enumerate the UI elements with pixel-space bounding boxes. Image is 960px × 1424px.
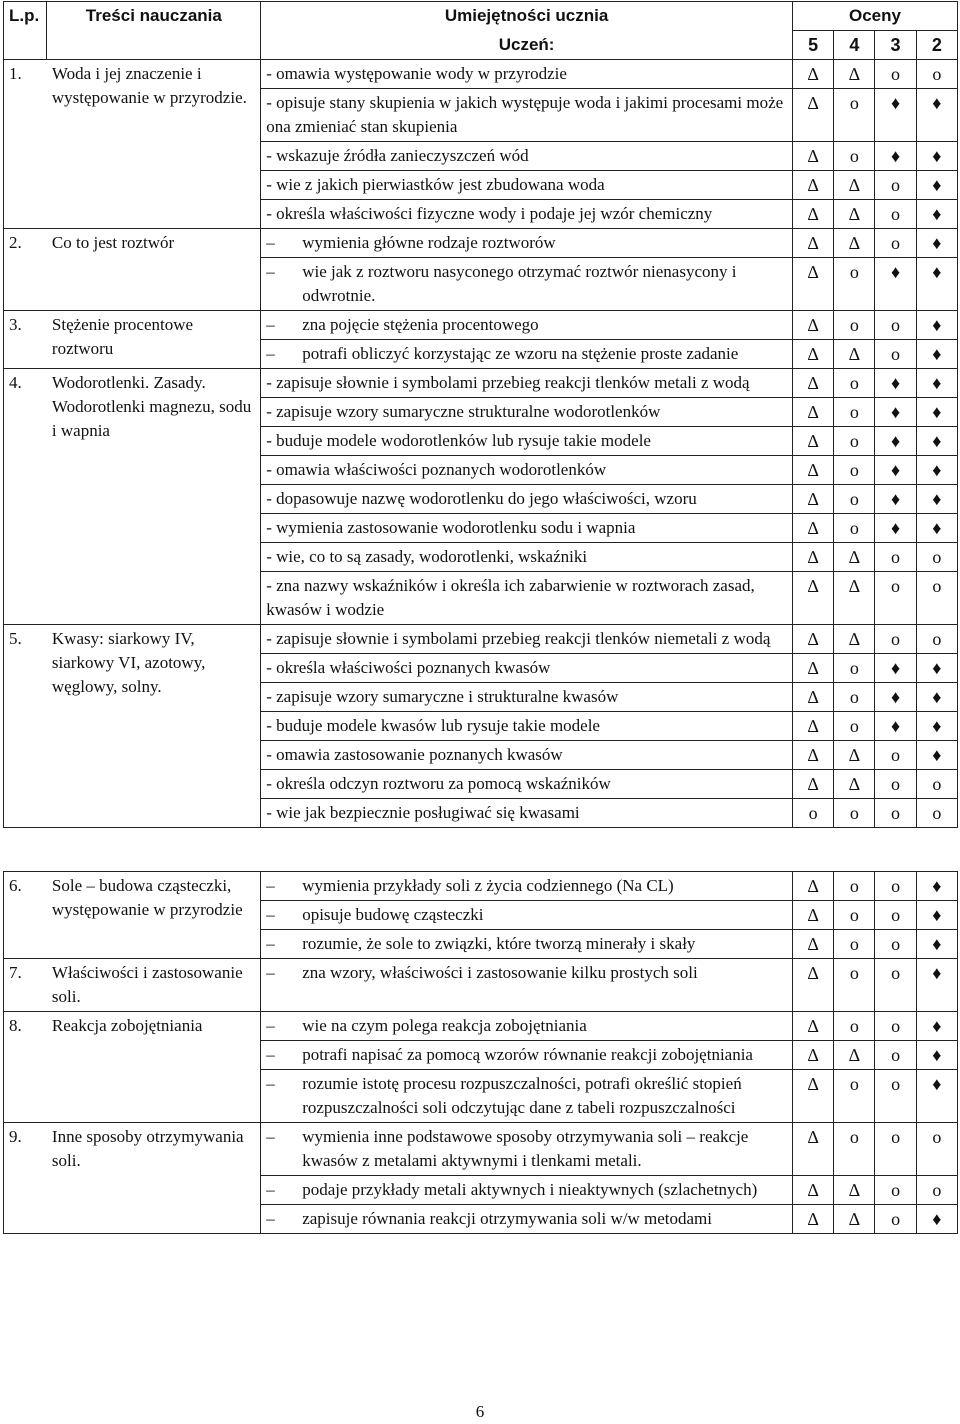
bullet-dash: – (266, 233, 275, 252)
skill-description (261, 572, 793, 625)
section-topic: Wodorotlenki. Zasady. Wodorotlenki magnezu, sodu i wapnia (47, 369, 261, 625)
grade-mark: ♦ (916, 712, 957, 741)
grade-mark: ∆ (792, 311, 833, 340)
grade-mark: ∆ (834, 1205, 875, 1234)
grade-mark: ♦ (916, 229, 957, 258)
grade-mark: o (834, 427, 875, 456)
skill-text: - wie jak bezpiecznie posługiwać się kwasami (266, 803, 580, 822)
grade-mark: o (875, 311, 916, 340)
grade-mark: o (834, 799, 875, 828)
grade-mark: ♦ (875, 369, 916, 398)
header-student: Uczeń: (261, 31, 793, 60)
section-number: 3. (4, 311, 47, 369)
grade-mark: ♦ (916, 369, 957, 398)
grade-mark: ∆ (792, 60, 833, 89)
grade-mark: o (834, 369, 875, 398)
grade-mark: ∆ (792, 398, 833, 427)
grade-mark: o (834, 485, 875, 514)
skill-text: - zna nazwy wskaźników i określa ich zabarwienie w roztworach zasad, kwasów i wodzie (266, 576, 755, 619)
grade-mark: ♦ (916, 340, 957, 369)
skill-text: - określa właściwości poznanych kwasów (266, 658, 551, 677)
bullet-dash: – (266, 1209, 275, 1228)
grade-mark: ♦ (916, 683, 957, 712)
skill-description (261, 1070, 793, 1123)
grade-mark: o (834, 456, 875, 485)
skill-text: - określa odczyn roztworu za pomocą wskaźników (266, 774, 611, 793)
grade-mark: ∆ (792, 369, 833, 398)
section-number: 2. (4, 229, 47, 311)
skill-description (261, 485, 793, 514)
grade-mark: ∆ (793, 959, 834, 1012)
skill-description (261, 200, 793, 229)
grade-mark: ∆ (834, 340, 875, 369)
grade-mark: ∆ (834, 1041, 875, 1070)
grade-mark: ♦ (875, 683, 916, 712)
grade-mark: ♦ (916, 930, 957, 959)
grade-mark: ∆ (792, 258, 833, 311)
skill-description (261, 258, 793, 311)
section-topic: Stężenie procentowe roztworu (47, 311, 261, 369)
grade-mark: o (875, 1012, 916, 1041)
grade-mark: o (834, 1012, 875, 1041)
grade-mark: ♦ (916, 1070, 957, 1123)
grade-mark: ∆ (792, 340, 833, 369)
skill-text: - wie z jakich pierwiastków jest zbudowana woda (266, 175, 605, 194)
grade-mark: o (834, 398, 875, 427)
grade-mark: o (875, 901, 916, 930)
skill-text: wie na czym polega reakcja zobojętniania (302, 1016, 587, 1035)
grade-mark: o (875, 625, 916, 654)
skill-description (261, 1012, 793, 1041)
grade-mark: o (916, 1176, 957, 1205)
skill-description (261, 959, 793, 1012)
grade-mark: ♦ (916, 1205, 957, 1234)
header-grade-4: 4 (834, 31, 875, 60)
grade-mark: o (875, 171, 916, 200)
skill-description (261, 514, 793, 543)
skill-text: zna pojęcie stężenia procentowego (302, 315, 539, 334)
grade-mark: o (875, 770, 916, 799)
grade-mark: o (916, 1123, 957, 1176)
grade-mark: ♦ (916, 959, 957, 1012)
grade-mark: ♦ (916, 872, 957, 901)
skill-text: - wymienia zastosowanie wodorotlenku sodu i wapnia (266, 518, 636, 537)
grade-mark: ∆ (792, 485, 833, 514)
section-topic: Woda i jej znaczenie i występowanie w przyrodzie. (47, 60, 261, 229)
header-grade-2: 2 (916, 31, 957, 60)
skill-text: - buduje modele kwasów lub rysuje takie modele (266, 716, 600, 735)
skill-text: - zapisuje wzory sumaryczne strukturalne wodorotlenków (266, 402, 661, 421)
grade-mark: ∆ (834, 171, 875, 200)
skill-text: - określa właściwości fizyczne wody i podaje jej wzór chemiczny (266, 204, 713, 223)
grade-mark: ∆ (792, 543, 833, 572)
grade-mark: ♦ (916, 142, 957, 171)
grade-mark: o (834, 683, 875, 712)
bullet-dash: – (266, 1045, 275, 1064)
grade-mark: ♦ (875, 712, 916, 741)
grade-mark: o (875, 741, 916, 770)
grade-mark: ♦ (875, 398, 916, 427)
grade-mark: ♦ (875, 142, 916, 171)
grade-mark: ∆ (793, 1123, 834, 1176)
table-row (4, 311, 958, 340)
grade-mark: o (834, 1070, 875, 1123)
skill-description (261, 1205, 793, 1234)
grade-mark: o (834, 930, 875, 959)
skill-text: wie jak z roztworu nasyconego otrzymać roztwór nienasycony i odwrotnie. (302, 262, 737, 305)
skill-description (261, 229, 793, 258)
skill-text: opisuje budowę cząsteczki (302, 905, 484, 924)
grade-mark: o (875, 1176, 916, 1205)
grade-mark: ♦ (916, 1041, 957, 1070)
grade-mark: o (875, 200, 916, 229)
grade-mark: o (875, 340, 916, 369)
grade-mark: ♦ (916, 398, 957, 427)
skill-text: - buduje modele wodorotlenków lub rysuje takie modele (266, 431, 651, 450)
grade-mark: ♦ (875, 456, 916, 485)
header-lp: L.p. (4, 2, 47, 60)
skill-description (261, 543, 793, 572)
grade-mark: o (834, 712, 875, 741)
grade-mark: ∆ (792, 427, 833, 456)
grade-mark: o (875, 1041, 916, 1070)
skill-description (261, 625, 793, 654)
header-row (4, 2, 958, 31)
skill-description (261, 340, 793, 369)
grade-mark: ∆ (793, 1012, 834, 1041)
skill-description (261, 741, 793, 770)
skill-description (261, 1123, 793, 1176)
grade-mark: ♦ (916, 485, 957, 514)
skill-description (261, 1176, 793, 1205)
table-row (4, 60, 958, 89)
grade-mark: o (875, 1205, 916, 1234)
section-number: 4. (4, 369, 47, 625)
grade-mark: o (916, 625, 957, 654)
grade-mark: ∆ (792, 229, 833, 258)
skill-text: - zapisuje słownie i symbolami przebieg reakcji tlenków niemetali z wodą (266, 629, 771, 648)
grade-mark: ♦ (875, 654, 916, 683)
grade-mark: ∆ (792, 683, 833, 712)
skill-description (261, 930, 793, 959)
table-row (4, 1012, 958, 1041)
grade-mark: o (875, 872, 916, 901)
bullet-dash: – (266, 262, 275, 281)
table-row (4, 625, 958, 654)
grade-mark: o (916, 543, 957, 572)
skill-text: wymienia główne rodzaje roztworów (302, 233, 556, 252)
grade-mark: ∆ (834, 200, 875, 229)
skill-text: potrafi napisać za pomocą wzorów równanie reakcji zobojętniania (302, 1045, 753, 1064)
skill-text: zapisuje równania reakcji otrzymywania soli w/w metodami (302, 1209, 712, 1228)
grade-mark: ♦ (916, 89, 957, 142)
grade-mark: o (834, 89, 875, 142)
grade-mark: o (834, 959, 875, 1012)
grade-mark: ∆ (793, 872, 834, 901)
skill-description (261, 683, 793, 712)
grade-mark: ∆ (834, 572, 875, 625)
skill-text: rozumie, że sole to związki, które tworzą minerały i skały (302, 934, 696, 953)
section-topic: Kwasy: siarkowy IV, siarkowy VI, azotowy, węglowy, solny. (47, 625, 261, 828)
grade-mark: o (834, 311, 875, 340)
grade-mark: ∆ (792, 456, 833, 485)
grade-mark: o (916, 799, 957, 828)
grade-mark: ♦ (875, 258, 916, 311)
grade-mark: ∆ (834, 1176, 875, 1205)
grade-mark: o (834, 258, 875, 311)
grade-mark: ∆ (834, 60, 875, 89)
skill-description (261, 398, 793, 427)
grade-mark: ∆ (834, 229, 875, 258)
grade-mark: ♦ (916, 741, 957, 770)
curriculum-table-part-2 (3, 871, 958, 1234)
skill-description (261, 369, 793, 398)
skill-description (261, 60, 793, 89)
section-number: 7. (4, 959, 47, 1012)
section-topic: Inne sposoby otrzymywania soli. (47, 1123, 261, 1234)
bullet-dash: – (266, 1016, 275, 1035)
skill-text: - wie, co to są zasady, wodorotlenki, wskaźniki (266, 547, 588, 566)
grade-mark: o (875, 799, 916, 828)
grade-mark: o (875, 1123, 916, 1176)
grade-mark: ♦ (916, 514, 957, 543)
table-row (4, 369, 958, 398)
grade-mark: ∆ (793, 1205, 834, 1234)
table-row (4, 872, 958, 901)
section-number: 9. (4, 1123, 47, 1234)
grade-mark: o (834, 901, 875, 930)
skill-description (261, 654, 793, 683)
skill-text: - zapisuje słownie i symbolami przebieg reakcji tlenków metali z wodą (266, 373, 750, 392)
section-topic: Reakcja zobojętniania (47, 1012, 261, 1123)
skill-description (261, 1041, 793, 1070)
section-number: 8. (4, 1012, 47, 1123)
bullet-dash: – (266, 963, 275, 982)
grade-mark: ♦ (916, 1012, 957, 1041)
skill-text: potrafi obliczyć korzystając ze wzoru na stężenie proste zadanie (302, 344, 739, 363)
grade-mark: ♦ (875, 514, 916, 543)
header-grades: Oceny (792, 2, 957, 31)
skill-description (261, 456, 793, 485)
grade-mark: ∆ (792, 770, 833, 799)
grade-mark: ♦ (916, 456, 957, 485)
skill-text: - opisuje stany skupienia w jakich występuje woda i jakimi procesami może ona zmieniać stan skupienia (266, 93, 784, 136)
grade-mark: ∆ (793, 1070, 834, 1123)
header-grade-3: 3 (875, 31, 916, 60)
skill-description (261, 142, 793, 171)
grade-mark: ∆ (792, 514, 833, 543)
bullet-dash: – (266, 905, 275, 924)
skill-description (261, 89, 793, 142)
grade-mark: o (875, 60, 916, 89)
grade-mark: ♦ (916, 200, 957, 229)
grade-mark: ♦ (916, 654, 957, 683)
skill-description (261, 712, 793, 741)
grade-mark: o (875, 229, 916, 258)
section-number: 6. (4, 872, 47, 959)
bullet-dash: – (266, 876, 275, 895)
section-topic: Sole – budowa cząsteczki, występowanie w przyrodzie (47, 872, 261, 959)
grade-mark: ∆ (834, 543, 875, 572)
grade-mark: o (834, 142, 875, 171)
skill-text: wymienia przykłady soli z życia codziennego (Na CL) (302, 876, 674, 895)
bullet-dash: – (266, 934, 275, 953)
bullet-dash: – (266, 344, 275, 363)
grade-mark: ∆ (792, 89, 833, 142)
table-row (4, 959, 958, 1012)
grade-mark: ∆ (792, 171, 833, 200)
grade-mark: ♦ (875, 427, 916, 456)
grade-mark: ♦ (875, 485, 916, 514)
grade-mark: ♦ (916, 427, 957, 456)
skill-text: - omawia właściwości poznanych wodorotlenków (266, 460, 607, 479)
grade-mark: ♦ (916, 311, 957, 340)
header-grade-5: 5 (792, 31, 833, 60)
section-number: 1. (4, 60, 47, 229)
grade-mark: o (834, 872, 875, 901)
skill-text: zna wzory, właściwości i zastosowanie kilku prostych soli (302, 963, 698, 982)
bullet-dash: – (266, 315, 275, 334)
skill-description (261, 799, 793, 828)
grade-mark: o (875, 959, 916, 1012)
skill-description (261, 311, 793, 340)
table-row (4, 229, 958, 258)
skill-text: - wskazuje źródła zanieczyszczeń wód (266, 146, 529, 165)
grade-mark: ♦ (916, 171, 957, 200)
table-row (4, 1123, 958, 1176)
skill-description (261, 770, 793, 799)
skill-description (261, 901, 793, 930)
grade-mark: ∆ (793, 1041, 834, 1070)
grade-mark: o (875, 543, 916, 572)
grade-mark: ∆ (793, 930, 834, 959)
grade-mark: ∆ (792, 142, 833, 171)
grade-mark: ∆ (834, 741, 875, 770)
bullet-dash: – (266, 1074, 275, 1093)
skill-text: rozumie istotę procesu rozpuszczalności, potrafi określić stopień rozpuszczalności soli odczytując dane z tabeli rozpuszczalności (302, 1074, 742, 1117)
grade-mark: ∆ (792, 654, 833, 683)
skill-description (261, 872, 793, 901)
grade-mark: ∆ (792, 200, 833, 229)
header-topic: Treści nauczania (47, 2, 261, 60)
bullet-dash: – (266, 1127, 275, 1146)
grade-mark: o (875, 572, 916, 625)
grade-mark: o (916, 572, 957, 625)
grade-mark: o (875, 930, 916, 959)
grade-mark: o (792, 799, 833, 828)
header-skills: Umiejętności ucznia (261, 2, 793, 31)
grade-mark: o (834, 514, 875, 543)
grade-mark: ♦ (916, 258, 957, 311)
grade-mark: ∆ (792, 712, 833, 741)
section-topic: Właściwości i zastosowanie soli. (47, 959, 261, 1012)
grade-mark: ♦ (916, 901, 957, 930)
skill-text: - omawia zastosowanie poznanych kwasów (266, 745, 563, 764)
skill-text: - dopasowuje nazwę wodorotlenku do jego właściwości, wzoru (266, 489, 697, 508)
grade-mark: o (916, 770, 957, 799)
grade-mark: ∆ (792, 572, 833, 625)
section-topic: Co to jest roztwór (47, 229, 261, 311)
section-number: 5. (4, 625, 47, 828)
grade-mark: ∆ (793, 1176, 834, 1205)
grade-mark: o (834, 1123, 875, 1176)
skill-description (261, 427, 793, 456)
grade-mark: ∆ (792, 741, 833, 770)
grade-mark: ∆ (834, 625, 875, 654)
skill-text: podaje przykłady metali aktywnych i nieaktywnych (szlachetnych) (302, 1180, 758, 1199)
curriculum-table-part-1 (3, 1, 958, 828)
bullet-dash: – (266, 1180, 275, 1199)
skill-text: - omawia występowanie wody w przyrodzie (266, 64, 567, 83)
page-number: 6 (475, 1402, 485, 1421)
grade-mark: o (834, 654, 875, 683)
skill-description (261, 171, 793, 200)
skill-text: - zapisuje wzory sumaryczne i strukturalne kwasów (266, 687, 619, 706)
grade-mark: ∆ (834, 770, 875, 799)
grade-mark: ∆ (793, 901, 834, 930)
grade-mark: ♦ (875, 89, 916, 142)
grade-mark: o (875, 1070, 916, 1123)
skill-text: wymienia inne podstawowe sposoby otrzymywania soli – reakcje kwasów z metalami aktywnymi i tlenkami metali. (302, 1127, 749, 1170)
grade-mark: o (916, 60, 957, 89)
grade-mark: ∆ (792, 625, 833, 654)
